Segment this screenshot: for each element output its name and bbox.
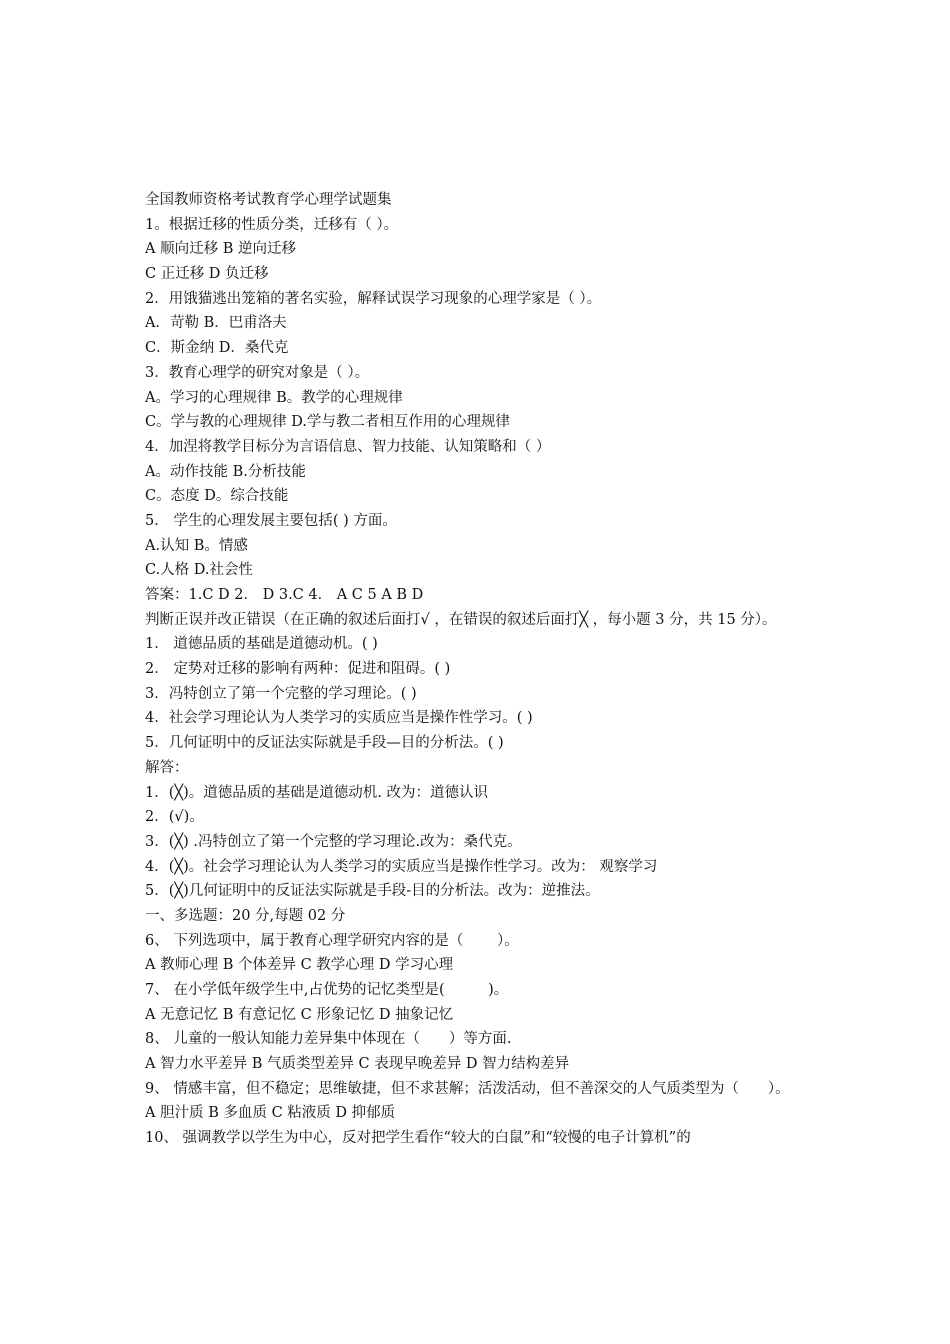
question-5: 5． 学生的心理发展主要包括( ) 方面。	[145, 512, 397, 529]
question-10: 10、 强调教学以学生为中心，反对把学生看作“较大的白鼠”和“较慢的电子计算机”的	[145, 1130, 691, 1147]
question-1: 1。根据迁移的性质分类，迁移有（ ）。	[145, 216, 399, 233]
question-1-options-cd: C 正迁移 D 负迁移	[145, 266, 269, 283]
question-2-options-cd: C．斯金纳 D．桑代克	[145, 340, 289, 357]
true-false-item-3: 3．冯特创立了第一个完整的学习理论。( )	[145, 685, 417, 702]
question-3-options-ab: A。学习的心理规律 B。教学的心理规律	[145, 389, 403, 406]
question-5-options-cd: C.人格 D.社会性	[145, 562, 254, 579]
question-4-options-ab: A。动作技能 B.分析技能	[145, 463, 306, 480]
true-false-instructions: 判断正误并改正错误（在正确的叙述后面打√ ，在错误的叙述后面打╳ ，每小题 3 分，共 15 分）。	[145, 611, 777, 628]
question-4-options-cd: C。态度 D。综合技能	[145, 488, 289, 505]
true-false-item-1: 1． 道德品质的基础是道德动机。( )	[145, 636, 378, 653]
question-6: 6、 下列选项中，属于教育心理学研究内容的是（ ）。	[145, 932, 519, 949]
question-3: 3．教育心理学的研究对象是（ ）。	[145, 364, 370, 381]
question-4: 4．加涅将教学目标分为言语信息、智力技能、认知策略和（ ）	[145, 438, 551, 455]
question-7-options: A 无意记忆 B 有意记忆 C 形象记忆 D 抽象记忆	[145, 1006, 454, 1023]
solution-3: 3．(╳) .冯特创立了第一个完整的学习理论.改为：桑代克。	[145, 833, 522, 850]
solution-4: 4．(╳)。社会学习理论认为人类学习的实质应当是操作性学习。改为： 观察学习	[145, 858, 658, 875]
true-false-item-5: 5．几何证明中的反证法实际就是手段—目的分析法。( )	[145, 735, 504, 752]
document-page	[145, 188, 810, 1151]
document-title: 全国教师资格考试教育学心理学试题集	[145, 192, 392, 208]
question-5-options-ab: A.认知 B。情感	[145, 537, 248, 554]
question-3-options-cd: C。学与教的心理规律 D.学与教二者相互作用的心理规律	[145, 414, 510, 431]
question-2-options-ab: A．苛勒 B．巴甫洛夫	[145, 315, 287, 332]
solution-2: 2．(√)。	[145, 809, 204, 826]
section-multiple-choice-heading: 一、多选题：20 分,每题 02 分	[145, 907, 346, 924]
answer-key: 答案：1.C D 2． D 3.C 4． A C 5 A B D	[145, 587, 424, 603]
question-2: 2．用饿猫逃出笼箱的著名实验，解释试误学习现象的心理学家是（ ）。	[145, 290, 602, 307]
true-false-item-4: 4．社会学习理论认为人类学习的实质应当是操作性学习。( )	[145, 710, 533, 727]
solution-5: 5．(╳)几何证明中的反证法实际就是手段-目的分析法。改为：逆推法。	[145, 883, 600, 900]
question-9-options: A 胆汁质 B 多血质 C 粘液质 D 抑郁质	[145, 1105, 396, 1122]
solution-heading: 解答：	[145, 759, 189, 776]
question-6-options: A 教师心理 B 个体差异 C 教学心理 D 学习心理	[145, 957, 454, 974]
question-8: 8、 儿童的一般认知能力差异集中体现在（ ）等方面.	[145, 1031, 512, 1048]
true-false-item-2: 2． 定势对迁移的影响有两种：促进和阻碍。( )	[145, 661, 451, 678]
question-8-options: A 智力水平差异 B 气质类型差异 C 表现早晚差异 D 智力结构差异	[145, 1056, 570, 1073]
question-1-options-ab: A 顺向迁移 B 逆向迁移	[145, 241, 296, 258]
solution-1: 1．(╳)。道德品质的基础是道德动机. 改为：道德认识	[145, 784, 488, 801]
question-7: 7、 在小学低年级学生中,占优势的记忆类型是( )。	[145, 982, 509, 999]
question-9: 9、 情感丰富，但不稳定；思维敏捷，但不求甚解；活泼活动，但不善深交的人气质类型为（ ）。	[145, 1080, 790, 1097]
